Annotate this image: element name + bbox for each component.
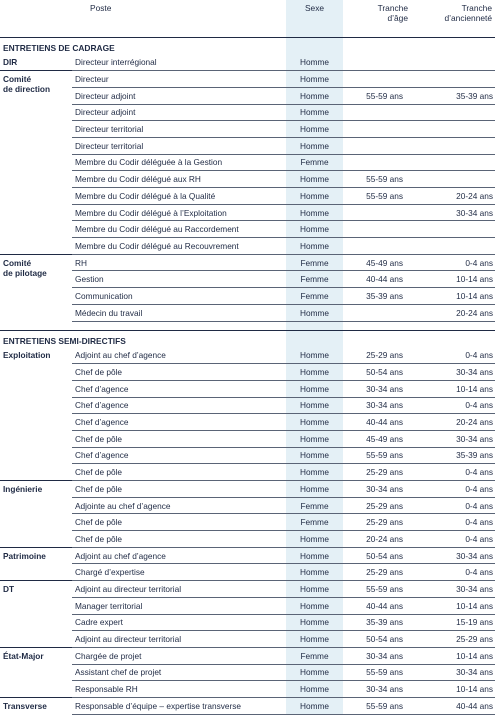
cell-tranche-anciennete: 20-24 ans (411, 188, 495, 205)
cell-sexe: Homme (286, 414, 343, 431)
cell-tranche-age: 30-34 ans (343, 481, 411, 498)
cell-sexe: Femme (286, 497, 343, 514)
group-label-line: Ingénierie (3, 484, 43, 494)
cell-tranche-age (343, 154, 411, 171)
table-row (0, 304, 495, 321)
cell-sexe: Homme (286, 221, 343, 238)
cell-poste: Directeur adjoint (72, 104, 286, 121)
cell-poste: Communication (72, 288, 286, 305)
section-sexe-cell (286, 330, 343, 347)
cell-tranche-anciennete: 30-34 ans (411, 581, 495, 598)
cell-tranche-anciennete: 30-34 ans (411, 547, 495, 564)
group-label (0, 71, 72, 255)
table-row (0, 271, 495, 288)
cell-tranche-age: 50-54 ans (343, 547, 411, 564)
cell-poste: Directeur territorial (72, 121, 286, 138)
cell-sexe: Homme (286, 531, 343, 548)
table-row (0, 681, 495, 698)
cell-sexe: Femme (286, 514, 343, 531)
cell-tranche-anciennete: 0-4 ans (411, 564, 495, 581)
cell-poste: Membre du Codir délégué à la Qualité (72, 188, 286, 205)
cell-poste: Adjointe au chef d’agence (72, 497, 286, 514)
table-row (0, 204, 495, 221)
cell-tranche-anciennete: 20-24 ans (411, 414, 495, 431)
cell-poste: Directeur (72, 71, 286, 88)
group-label-line: DT (3, 584, 15, 595)
cell-sexe: Homme (286, 71, 343, 88)
cell-tranche-age: 40-44 ans (343, 414, 411, 431)
cell-poste: Chargée de projet (72, 647, 286, 664)
cell-sexe: Femme (286, 647, 343, 664)
table-row (0, 564, 495, 581)
table-row (0, 154, 495, 171)
cell-tranche-age: 45-49 ans (343, 430, 411, 447)
table-row (0, 547, 495, 564)
cell-tranche-age: 55-59 ans (343, 697, 411, 714)
table-row (0, 581, 495, 598)
group-label-line: de pilotage (3, 267, 47, 278)
cell-sexe: Homme (286, 464, 343, 481)
cell-sexe: Homme (286, 481, 343, 498)
cell-sexe: Homme (286, 397, 343, 414)
table-row (0, 288, 495, 305)
cell-tranche-anciennete: 30-34 ans (411, 204, 495, 221)
cell-sexe: Homme (286, 204, 343, 221)
section-age-cell (343, 330, 411, 347)
cell-sexe: Homme (286, 547, 343, 564)
cell-tranche-anciennete: 0-4 ans (411, 347, 495, 364)
cell-poste: Gestion (72, 271, 286, 288)
cell-poste: Adjoint au chef d’agence (72, 547, 286, 564)
cell-poste: Chef d’agence (72, 414, 286, 431)
group-label (0, 647, 72, 697)
cell-sexe: Femme (286, 288, 343, 305)
cell-sexe: Homme (286, 564, 343, 581)
cell-sexe: Homme (286, 430, 343, 447)
table-header (0, 0, 495, 37)
cell-poste: Directeur interrégional (72, 54, 286, 71)
cell-tranche-age: 35-39 ans (343, 288, 411, 305)
group-label (0, 481, 72, 548)
cell-tranche-age: 55-59 ans (343, 664, 411, 681)
cell-tranche-anciennete: 30-34 ans (411, 664, 495, 681)
group-label (0, 581, 72, 648)
cell-poste: Membre du Codir délégué à l’Exploitation (72, 204, 286, 221)
cell-sexe: Homme (286, 380, 343, 397)
cell-sexe: Femme (286, 154, 343, 171)
header-anc-line2: d’ancienneté (444, 13, 492, 23)
cell-tranche-age: 50-54 ans (343, 631, 411, 648)
section-title: ENTRETIENS DE CADRAGE (0, 37, 286, 54)
cell-tranche-age: 25-29 ans (343, 464, 411, 481)
cell-tranche-anciennete: 30-34 ans (411, 364, 495, 381)
cell-poste: Chef de pôle (72, 514, 286, 531)
cell-poste: Chef de pôle (72, 464, 286, 481)
cell-sexe: Homme (286, 104, 343, 121)
table-row (0, 464, 495, 481)
header-tranche-age (343, 0, 411, 37)
cell-sexe: Homme (286, 614, 343, 631)
cell-tranche-age: 45-49 ans (343, 254, 411, 271)
table-row (0, 631, 495, 648)
header-group-spacer (0, 0, 72, 37)
header-anc-line1: Tranche (461, 3, 492, 13)
group-label (0, 54, 72, 71)
gap-cell (0, 321, 72, 330)
cell-poste: Membre du Codir délégué aux RH (72, 171, 286, 188)
cell-tranche-age: 30-34 ans (343, 380, 411, 397)
cell-tranche-age: 55-59 ans (343, 581, 411, 598)
table-row (0, 397, 495, 414)
table-row (0, 254, 495, 271)
cell-tranche-age: 55-59 ans (343, 447, 411, 464)
cell-poste: Chef de pôle (72, 531, 286, 548)
table-body (0, 37, 495, 714)
group-label-line: Comité (3, 74, 32, 85)
cell-tranche-anciennete: 10-14 ans (411, 597, 495, 614)
cell-tranche-age (343, 137, 411, 154)
table-row (0, 614, 495, 631)
gap-cell (411, 321, 495, 330)
cell-tranche-age: 40-44 ans (343, 597, 411, 614)
header-sexe: Sexe (286, 0, 343, 37)
cell-tranche-anciennete: 0-4 ans (411, 397, 495, 414)
group-label (0, 254, 72, 321)
cell-tranche-anciennete (411, 137, 495, 154)
cell-sexe: Homme (286, 347, 343, 364)
cell-tranche-age: 40-44 ans (343, 271, 411, 288)
table-row (0, 531, 495, 548)
table-row (0, 221, 495, 238)
section-sexe-cell (286, 37, 343, 54)
table-row (0, 364, 495, 381)
cell-poste: Chef d’agence (72, 397, 286, 414)
table-row (0, 380, 495, 397)
cell-poste: Adjoint au chef d’agence (72, 347, 286, 364)
table-row (0, 414, 495, 431)
cell-tranche-age: 25-29 ans (343, 564, 411, 581)
cell-tranche-age: 30-34 ans (343, 647, 411, 664)
cell-tranche-age: 55-59 ans (343, 87, 411, 104)
cell-poste: Chef d’agence (72, 380, 286, 397)
section-row (0, 330, 495, 347)
cell-tranche-anciennete: 10-14 ans (411, 380, 495, 397)
table-row (0, 697, 495, 714)
group-label-line: Patrimoine (3, 550, 46, 561)
cell-poste: Directeur territorial (72, 137, 286, 154)
cell-poste: Adjoint au directeur territorial (72, 581, 286, 598)
table-row (0, 514, 495, 531)
group-label-line: État-Major (3, 650, 44, 661)
cell-tranche-anciennete: 10-14 ans (411, 288, 495, 305)
cell-tranche-anciennete: 30-34 ans (411, 430, 495, 447)
cell-poste: Cadre expert (72, 614, 286, 631)
header-poste: Poste (90, 3, 112, 13)
group-label-line: DIR (3, 57, 18, 67)
cell-tranche-age: 25-29 ans (343, 514, 411, 531)
group-label (0, 547, 72, 580)
table-row (0, 238, 495, 255)
cell-sexe: Homme (286, 664, 343, 681)
cell-tranche-age (343, 204, 411, 221)
cell-tranche-anciennete: 10-14 ans (411, 271, 495, 288)
cell-sexe: Homme (286, 171, 343, 188)
cell-tranche-age (343, 104, 411, 121)
section-anc-cell (411, 330, 495, 347)
cell-sexe: Homme (286, 304, 343, 321)
cell-tranche-anciennete (411, 71, 495, 88)
cell-tranche-anciennete: 35-39 ans (411, 447, 495, 464)
cell-poste: Médecin du travail (72, 304, 286, 321)
cell-poste: Membre du Codir déléguée à la Gestion (72, 154, 286, 171)
cell-tranche-age: 50-54 ans (343, 364, 411, 381)
cell-sexe: Homme (286, 87, 343, 104)
cell-tranche-anciennete: 0-4 ans (411, 254, 495, 271)
cell-tranche-anciennete: 0-4 ans (411, 464, 495, 481)
cell-tranche-anciennete (411, 171, 495, 188)
cell-poste: Chef de pôle (72, 481, 286, 498)
table-row (0, 104, 495, 121)
cell-poste: Responsable d’équipe – expertise transverse (72, 697, 286, 714)
cell-sexe: Homme (286, 364, 343, 381)
cell-sexe: Femme (286, 271, 343, 288)
section-anc-cell (411, 37, 495, 54)
cell-tranche-age (343, 221, 411, 238)
cell-tranche-anciennete (411, 104, 495, 121)
group-label (0, 347, 72, 481)
cell-tranche-anciennete: 0-4 ans (411, 514, 495, 531)
section-title: ENTRETIENS SEMI-DIRECTIFS (0, 330, 286, 347)
cell-tranche-anciennete (411, 54, 495, 71)
group-label-line: de direction (3, 84, 51, 95)
cell-poste: Directeur adjoint (72, 87, 286, 104)
section-gap (0, 321, 495, 330)
group-label-line: Exploitation (3, 350, 51, 360)
cell-tranche-age: 30-34 ans (343, 397, 411, 414)
cell-tranche-age (343, 121, 411, 138)
table-row (0, 597, 495, 614)
cell-sexe: Homme (286, 581, 343, 598)
cell-tranche-anciennete: 0-4 ans (411, 481, 495, 498)
cell-sexe: Homme (286, 137, 343, 154)
cell-sexe: Homme (286, 447, 343, 464)
cell-sexe: Homme (286, 597, 343, 614)
cell-tranche-anciennete (411, 221, 495, 238)
cell-sexe: Homme (286, 121, 343, 138)
cell-tranche-age: 25-29 ans (343, 347, 411, 364)
cell-tranche-anciennete: 10-14 ans (411, 647, 495, 664)
cell-tranche-age: 55-59 ans (343, 171, 411, 188)
section-age-cell (343, 37, 411, 54)
table-row (0, 664, 495, 681)
cell-poste: Membre du Codir délégué au Recouvrement (72, 238, 286, 255)
cell-tranche-age (343, 71, 411, 88)
cell-sexe: Homme (286, 681, 343, 698)
cell-sexe: Homme (286, 54, 343, 71)
cell-poste: Chef de pôle (72, 364, 286, 381)
cell-tranche-anciennete (411, 238, 495, 255)
cell-tranche-age (343, 238, 411, 255)
table-row (0, 71, 495, 88)
cell-tranche-anciennete: 10-14 ans (411, 681, 495, 698)
cell-poste: Manager territorial (72, 597, 286, 614)
gap-cell (72, 321, 286, 330)
table-row (0, 647, 495, 664)
cell-tranche-anciennete (411, 154, 495, 171)
cell-poste: Adjoint au directeur territorial (72, 631, 286, 648)
cell-poste: Chef de pôle (72, 430, 286, 447)
table-row (0, 87, 495, 104)
table-row (0, 121, 495, 138)
cell-tranche-age: 35-39 ans (343, 614, 411, 631)
cell-poste: RH (72, 254, 286, 271)
cell-sexe: Homme (286, 631, 343, 648)
cell-tranche-anciennete (411, 121, 495, 138)
table-row (0, 347, 495, 364)
cell-poste: Assistant chef de projet (72, 664, 286, 681)
cell-sexe: Homme (286, 188, 343, 205)
cell-tranche-anciennete: 40-44 ans (411, 697, 495, 714)
cell-poste: Chargé d’expertise (72, 564, 286, 581)
cell-tranche-anciennete: 0-4 ans (411, 497, 495, 514)
cell-poste: Responsable RH (72, 681, 286, 698)
cell-sexe: Homme (286, 697, 343, 714)
group-label-line: Comité (3, 257, 32, 268)
cell-tranche-anciennete: 15-19 ans (411, 614, 495, 631)
table-row (0, 430, 495, 447)
table-row (0, 481, 495, 498)
cell-tranche-anciennete: 35-39 ans (411, 87, 495, 104)
group-label (0, 697, 72, 714)
table-row (0, 171, 495, 188)
cell-tranche-age: 25-29 ans (343, 497, 411, 514)
cell-tranche-age (343, 54, 411, 71)
table-row (0, 54, 495, 71)
gap-cell (286, 321, 343, 330)
header-age-line2: d’âge (387, 13, 408, 23)
gap-cell (343, 321, 411, 330)
group-label-line: Transverse (3, 700, 47, 711)
cell-tranche-anciennete: 0-4 ans (411, 531, 495, 548)
cell-sexe: Femme (286, 254, 343, 271)
cell-tranche-age: 30-34 ans (343, 681, 411, 698)
cell-tranche-age: 55-59 ans (343, 188, 411, 205)
cell-tranche-anciennete: 20-24 ans (411, 304, 495, 321)
cell-sexe: Homme (286, 238, 343, 255)
cell-tranche-age (343, 304, 411, 321)
table-row (0, 188, 495, 205)
table-row (0, 447, 495, 464)
table-row (0, 137, 495, 154)
section-row (0, 37, 495, 54)
cell-tranche-age: 20-24 ans (343, 531, 411, 548)
cell-poste: Chef d’agence (72, 447, 286, 464)
table-row (0, 497, 495, 514)
cell-poste: Membre du Codir délégué au Raccordement (72, 221, 286, 238)
cell-tranche-anciennete: 25-29 ans (411, 631, 495, 648)
header-age-line1: Tranche (377, 3, 408, 13)
header-tranche-anciennete (411, 0, 495, 37)
